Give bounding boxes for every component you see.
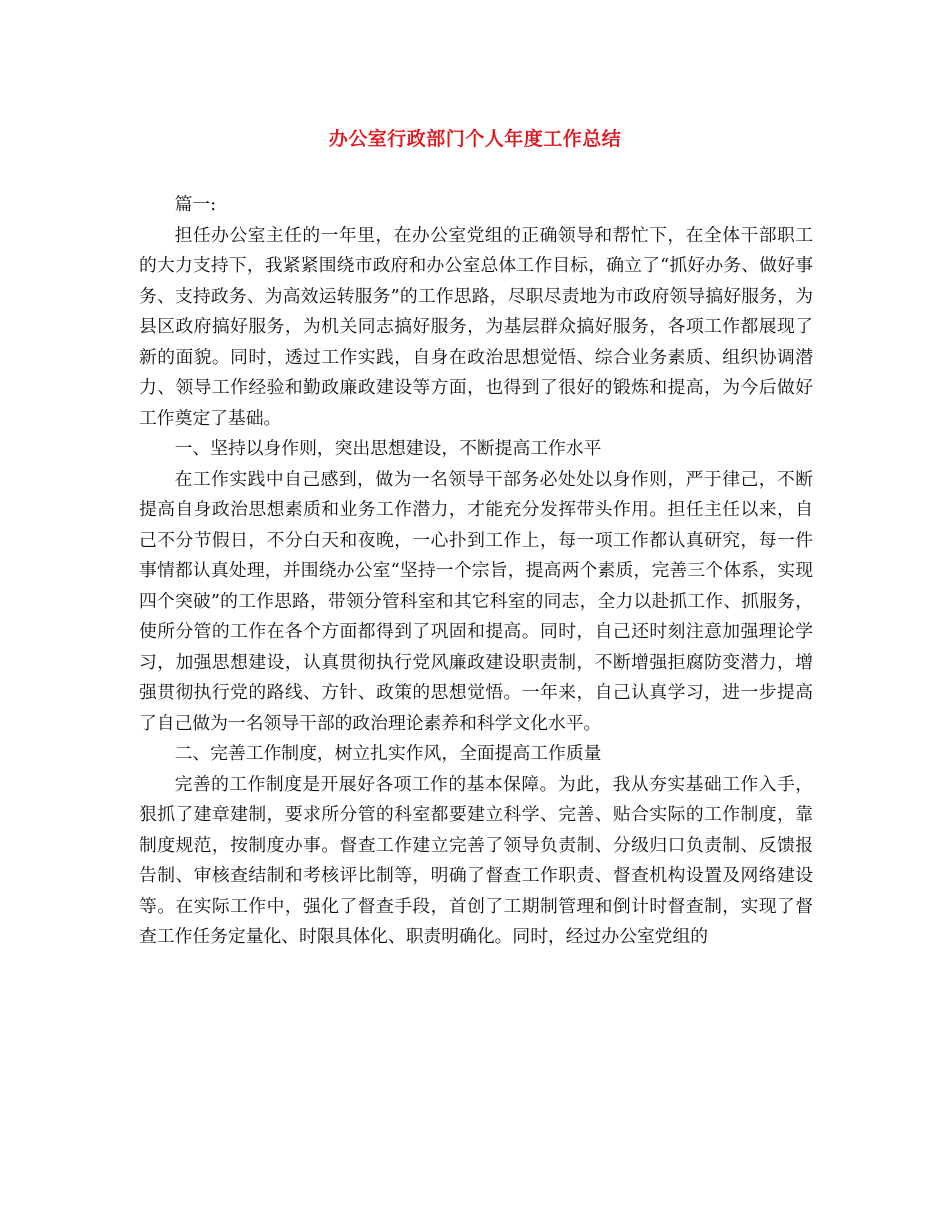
section-label: 篇一: — [174, 194, 217, 215]
paragraph-intro: 担任办公室主任的一年里，在办公室党组的正确领导和帮忙下，在全体干部职工的大力支持下，我紧紧围绕市政府和办公室总体工作目标，确立了“抓好办务、做好事务、支持政务、为高效运转服务”的工作思路，尽职尽责地为市政府领导搞好服务，为县区政府搞好服务，为机关同志搞好服务，为基层群众搞好服务，各项工作都展现了新的面貌。同时，透过工作实践，自身在政治思想觉悟、综合业务素质、组织协调潜力、领导工作经验和勤政廉政建设等方面，也得到了很好的锻炼和提高，为今后做好工作奠定了基础。 — [139, 224, 813, 429]
paragraph-section-2: 完善的工作制度是开展好各项工作的基本保障。为此，我从夯实基础工作入手，狠抓了建章建制，要求所分管的科室都要建立科学、完善、贴合实际的工作制度，靠制度规范，按制度办事。督查工作建立完善了领导负责制、分级归口负责制、反馈报告制、审核查结制和考核评比制等，明确了督查工作职责、督查机构设置及网络建设等。在实际工作中，强化了督查手段，首创了工期制管理和倒计时督查制，实现了督查工作任务定量化、时限具体化、职责明确化。同时，经过办公室党组的 — [139, 773, 813, 947]
document-body — [139, 190, 813, 953]
paragraph-section-1: 在工作实践中自己感到，做为一名领导干部务必处处以身作则，严于律己，不断提高自身政治思想素质和业务工作潜力，才能充分发挥带头作用。担任主任以来，自己不分节假日，不分白天和夜晚，一心扑到工作上，每一项工作都认真研究，每一件事情都认真处理，并围绕办公室“坚持一个宗旨，提高两个素质，完善三个体系，实现四个突破”的工作思路，带领分管科室和其它科室的同志，全力以赴抓工作、抓服务，使所分管的工作在各个方面都得到了巩固和提高。同时，自己还时刻注意加强理论学习，加强思想建设，认真贯彻执行党风廉政建设职责制，不断增强拒腐防变潜力，增强贯彻执行党的路线、方针、政策的思想觉悟。一年来，自己认真学习，进一步提高了自己做为一名领导干部的政治理论素养和科学文化水平。 — [139, 468, 813, 734]
section-heading-2: 二、完善工作制度，树立扎实作风，全面提高工作质量 — [174, 743, 602, 764]
section-heading-1: 一、坚持以身作则，突出思想建设，不断提高工作水平 — [174, 438, 602, 459]
document-title: 办公室行政部门个人年度工作总结 — [328, 128, 622, 150]
